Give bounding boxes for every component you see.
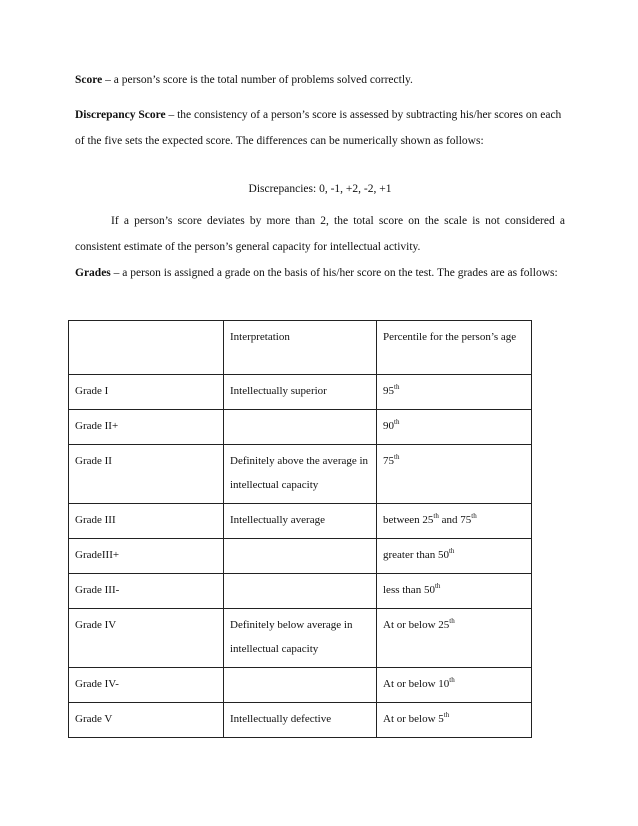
grade-cell: Grade II+	[69, 410, 224, 445]
percentile-cell	[377, 375, 532, 410]
ordinal-suffix: th	[434, 582, 441, 590]
percentile-cell	[377, 703, 532, 738]
table-row	[69, 574, 532, 609]
interpretation-cell: Intellectually superior	[224, 375, 377, 410]
ordinal-suffix: th	[443, 711, 450, 719]
deviation-paragraph: If a person’s score deviates by more than 2, the total score on the scale is not considered a consistent estimate of the person’s general capacity for intellectual activity.	[75, 215, 565, 253]
interpretation-cell: Intellectually average	[224, 504, 377, 539]
percentile-value: At or below 25	[383, 619, 450, 631]
score-definition	[75, 67, 565, 93]
interpretation-cell	[224, 539, 377, 574]
discrepancy-term: Discrepancy Score	[75, 109, 166, 121]
discrepancy-definition	[75, 102, 565, 154]
percentile-value: 90	[383, 420, 394, 432]
ordinal-suffix: th	[394, 453, 400, 461]
table-row	[69, 668, 532, 703]
percentile-value: between 25	[383, 514, 434, 526]
discrepancies-line: Discrepancies: 0, -1, +2, -2, +1	[248, 183, 392, 195]
interpretation-cell	[224, 410, 377, 445]
percentile-value: At or below 5	[383, 713, 444, 725]
ordinal-suffix: th	[448, 547, 455, 555]
interpretation-cell	[224, 574, 377, 609]
percentile-value: At or below 10	[383, 678, 450, 690]
grade-cell: GradeIII+	[69, 539, 224, 574]
discrepancy-text: – the consistency of a person’s score is assessed by subtracting his/her scores on each of the five sets the expected score. The differences can be numerically shown as follows:	[75, 109, 562, 147]
grade-cell: Grade V	[69, 703, 224, 738]
grade-cell: Grade III-	[69, 574, 224, 609]
grade-cell: Grade II	[69, 445, 224, 504]
grades-text: – a person is assigned a grade on the basis of his/her score on the test. The grades are as follows:	[110, 267, 558, 279]
grade-cell: Grade IV-	[69, 668, 224, 703]
ordinal-suffix: th	[394, 383, 400, 391]
table-row	[69, 539, 532, 574]
table-header-row	[69, 321, 532, 375]
score-text: – a person’s score is the total number of problems solved correctly.	[102, 74, 413, 86]
table-row	[69, 375, 532, 410]
interpretation-cell: Definitely below average in intellectual capacity	[224, 609, 377, 668]
percentile-cell	[377, 609, 532, 668]
percentile-value-upper: and 75	[438, 514, 472, 526]
header-cell-interpretation: Interpretation	[224, 321, 377, 375]
ordinal-suffix: th	[449, 617, 455, 625]
score-term: Score	[75, 74, 103, 86]
percentile-cell	[377, 668, 532, 703]
interpretation-cell: Intellectually defective	[224, 703, 377, 738]
ordinal-suffix: th	[449, 676, 455, 684]
percentile-cell	[377, 574, 532, 609]
percentile-cell	[377, 539, 532, 574]
percentile-value: 75	[383, 455, 394, 467]
interpretation-cell: Definitely above the average in intellectual capacity	[224, 445, 377, 504]
grade-cell: Grade IV	[69, 609, 224, 668]
percentile-cell	[377, 504, 532, 539]
grade-cell: Grade III	[69, 504, 224, 539]
header-cell-percentile: Percentile for the person’s age	[377, 321, 532, 375]
header-cell-grade	[69, 321, 224, 375]
ordinal-suffix: th	[433, 512, 439, 520]
grade-cell: Grade I	[69, 375, 224, 410]
grades-table	[68, 320, 532, 738]
table-row	[69, 504, 532, 539]
percentile-cell	[377, 445, 532, 504]
percentile-cell	[377, 410, 532, 445]
table-row	[69, 703, 532, 738]
ordinal-suffix: th	[394, 418, 400, 426]
table-row	[69, 445, 532, 504]
ordinal-suffix: th	[471, 512, 477, 520]
percentile-value: greater than 50	[383, 549, 449, 561]
table-row	[69, 609, 532, 668]
table-row	[69, 410, 532, 445]
grades-term: Grades	[75, 267, 111, 279]
percentile-value: 95	[383, 385, 394, 397]
interpretation-cell	[224, 668, 377, 703]
grades-definition	[75, 260, 565, 286]
percentile-value: less than 50	[383, 584, 435, 596]
